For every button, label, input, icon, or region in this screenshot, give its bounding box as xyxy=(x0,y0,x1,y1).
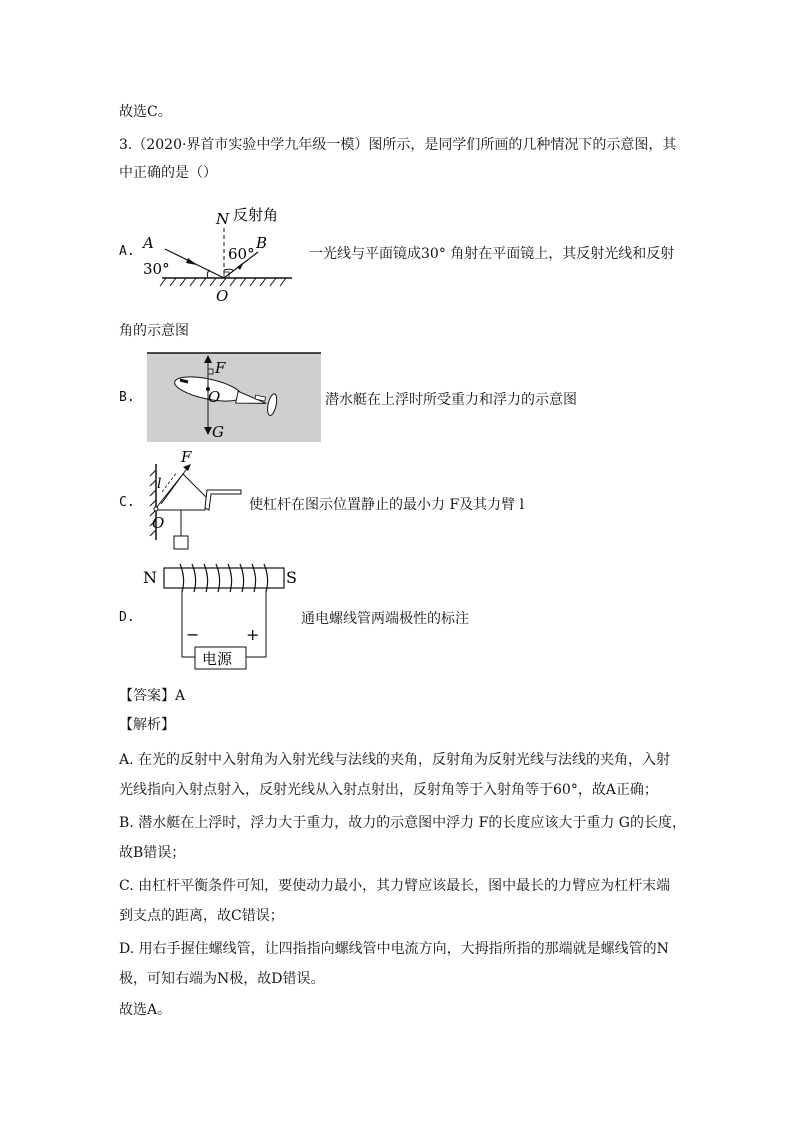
solenoid-figure xyxy=(140,562,300,674)
analysis-line-2: 光线指向入射点射入，反射光线从入射点射出，反射角等于入射角等于60°，故A正确； xyxy=(119,782,658,798)
negative-terminal-label: − xyxy=(186,625,200,644)
point-b-label: B xyxy=(256,234,268,252)
buoyancy-label: F xyxy=(215,359,226,377)
option-a-caption: 一光线与平面镜成30° 角射在平面镜上，其反射光线和反射 xyxy=(309,246,675,262)
analysis-line-5: C. 由杠杆平衡条件可知，要使动力最小，其力臂应该最长，图中最长的力臂应为杠杆末端 xyxy=(119,878,671,894)
gravity-label: G xyxy=(212,423,224,441)
question-line-1: 3.（2020·界首市实验中学九年级一模）图所示，是同学们所画的几种情况下的示意图，其 xyxy=(119,137,677,153)
option-d-label: D. xyxy=(119,610,135,625)
previous-answer: 故选C。 xyxy=(119,104,172,120)
fulcrum-label: O xyxy=(152,514,165,532)
center-label: O xyxy=(208,388,221,406)
analysis-line-7: D. 用右手握住螺线管，让四指指向螺线管中电流方向，大拇指所指的那端就是螺线管的N xyxy=(119,941,669,957)
north-pole-label: N xyxy=(143,568,157,587)
analysis-line-8: 极，可知右端为N极，故D错误。 xyxy=(119,971,325,987)
force-label: F xyxy=(181,448,192,466)
power-source-label: 电源 xyxy=(202,650,233,668)
analysis-title: 【解析】 xyxy=(119,717,175,733)
normal-label: N xyxy=(216,210,230,228)
option-c-caption: 使杠杆在图示位置静止的最小力 F及其力臂 l xyxy=(249,497,525,513)
final-answer: 故选A。 xyxy=(119,1002,172,1018)
option-a-label: A. xyxy=(119,244,135,259)
angle-60-label: 60° xyxy=(228,245,255,263)
point-o-label: O xyxy=(216,287,229,305)
analysis-line-4: 故B错误； xyxy=(119,845,186,861)
lever-figure xyxy=(143,448,245,554)
option-c-label: C. xyxy=(119,495,135,510)
analysis-line-1: A. 在光的反射中入射角为入射光线与法线的夹角，反射角为反射光线与法线的夹角，入射 xyxy=(119,752,671,768)
south-pole-label: S xyxy=(286,568,297,587)
analysis-line-3: B. 潜水艇在上浮时，浮力大于重力，故力的示意图中浮力 F的长度应该大于重力 G的长度， xyxy=(119,815,686,831)
option-d-caption: 通电螺线管两端极性的标注 xyxy=(301,611,469,627)
option-b-label: B. xyxy=(119,390,135,405)
lever-arm-label: l xyxy=(157,476,162,492)
reflection-angle-label: 反射角 xyxy=(233,206,279,224)
point-a-label: A xyxy=(143,234,154,252)
analysis-line-6: 到支点的距离，故C错误； xyxy=(119,908,284,924)
question-line-2: 中正确的是（） xyxy=(119,165,217,181)
submarine-figure xyxy=(146,351,322,443)
option-a-caption-cont: 角的示意图 xyxy=(119,323,189,339)
positive-terminal-label: + xyxy=(246,625,260,644)
angle-30-label: 30° xyxy=(143,260,170,278)
option-b-caption: 潜水艇在上浮时所受重力和浮力的示意图 xyxy=(325,392,577,408)
answer-line: 【答案】A xyxy=(119,688,186,704)
reflection-figure xyxy=(140,200,300,306)
